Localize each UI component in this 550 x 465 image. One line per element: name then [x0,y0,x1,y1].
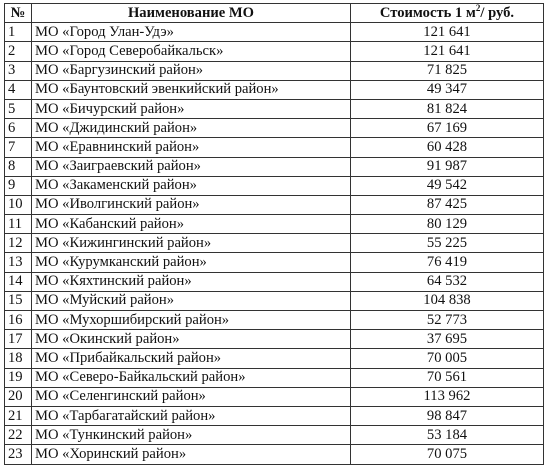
row-num: 17 [5,330,32,349]
row-cost: 81 824 [351,99,544,118]
row-cost: 64 532 [351,272,544,291]
row-cost: 121 641 [351,42,544,61]
row-num: 16 [5,311,32,330]
row-num: 7 [5,138,32,157]
row-num: 13 [5,253,32,272]
table-row [5,349,544,368]
row-name: МО «Бичурский район» [32,99,351,118]
table-row [5,311,544,330]
cost-table [4,3,544,465]
table-row [5,291,544,310]
table-row [5,23,544,42]
row-name: МО «Мухоршибирский район» [32,311,351,330]
row-num: 8 [5,157,32,176]
row-name: МО «Прибайкальский район» [32,349,351,368]
row-num: 23 [5,445,32,464]
table-row [5,330,544,349]
table-row [5,157,544,176]
header-cost-prefix: Стоимость 1 м [379,4,476,21]
row-num: 21 [5,406,32,425]
table-header-row [5,4,544,23]
row-cost: 70 561 [351,368,544,387]
row-cost: 98 847 [351,406,544,425]
row-name: МО «Хоринский район» [32,445,351,464]
row-cost: 67 169 [351,119,544,138]
row-name: МО «Кижингинский район» [32,234,351,253]
row-name: МО «Северо-Байкальский район» [32,368,351,387]
row-num: 3 [5,61,32,80]
row-num: 12 [5,234,32,253]
table-row [5,406,544,425]
row-name: МО «Баунтовский эвенкийский район» [32,80,351,99]
table-row [5,234,544,253]
row-num: 11 [5,215,32,234]
row-num: 20 [5,387,32,406]
row-name: МО «Джидинский район» [32,119,351,138]
table-row [5,426,544,445]
table-row [5,99,544,118]
row-name: МО «Кабанский район» [32,215,351,234]
row-name: МО «Закаменский район» [32,176,351,195]
row-cost: 104 838 [351,291,544,310]
row-cost: 60 428 [351,138,544,157]
table-row [5,445,544,464]
table-row [5,368,544,387]
row-name: МО «Окинский район» [32,330,351,349]
row-cost: 55 225 [351,234,544,253]
row-cost: 71 825 [351,61,544,80]
row-cost: 70 075 [351,445,544,464]
row-name: МО «Селенгинский район» [32,387,351,406]
row-name: МО «Заиграевский район» [32,157,351,176]
header-num: № [5,4,32,23]
table-row [5,80,544,99]
row-cost: 49 347 [351,80,544,99]
row-cost: 87 425 [351,195,544,214]
header-cost [351,4,544,23]
row-num: 19 [5,368,32,387]
row-num: 5 [5,99,32,118]
row-name: МО «Город Улан-Удэ» [32,23,351,42]
row-num: 9 [5,176,32,195]
table-row [5,61,544,80]
row-num: 10 [5,195,32,214]
row-cost: 52 773 [351,311,544,330]
row-cost: 37 695 [351,330,544,349]
table-row [5,253,544,272]
table-row [5,176,544,195]
row-name: МО «Баргузинский район» [32,61,351,80]
row-name: МО «Иволгинский район» [32,195,351,214]
row-num: 6 [5,119,32,138]
header-cost-suffix: / руб. [480,4,515,21]
row-num: 18 [5,349,32,368]
header-cost-sup: 2 [475,3,481,13]
row-num: 4 [5,80,32,99]
row-num: 1 [5,23,32,42]
row-cost: 53 184 [351,426,544,445]
row-num: 15 [5,291,32,310]
row-name: МО «Тункинский район» [32,426,351,445]
row-cost: 91 987 [351,157,544,176]
table-row [5,138,544,157]
row-num: 2 [5,42,32,61]
row-name: МО «Город Северобайкальск» [32,42,351,61]
row-num: 14 [5,272,32,291]
row-cost: 113 962 [351,387,544,406]
table-row [5,119,544,138]
table-row [5,195,544,214]
table-row [5,387,544,406]
row-name: МО «Кяхтинский район» [32,272,351,291]
table-row [5,272,544,291]
header-name: Наименование МО [32,4,351,23]
row-cost: 49 542 [351,176,544,195]
row-num: 22 [5,426,32,445]
row-cost: 121 641 [351,23,544,42]
table-row [5,215,544,234]
row-cost: 80 129 [351,215,544,234]
table-row [5,42,544,61]
row-cost: 76 419 [351,253,544,272]
row-name: МО «Тарбагатайский район» [32,406,351,425]
row-name: МО «Еравнинский район» [32,138,351,157]
row-name: МО «Курумканский район» [32,253,351,272]
row-name: МО «Муйский район» [32,291,351,310]
row-cost: 70 005 [351,349,544,368]
